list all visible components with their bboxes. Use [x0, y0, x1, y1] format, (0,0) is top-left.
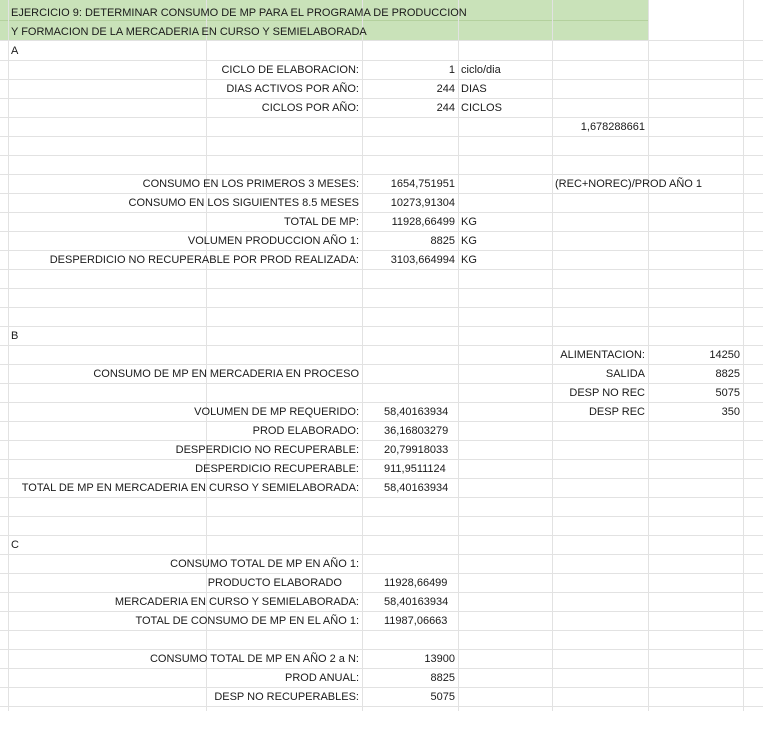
desperdicio-value[interactable]: 3103,664994: [390, 254, 455, 266]
mercaderia-en-curso-label[interactable]: MERCADERIA EN CURSO Y SEMIELABORADA:: [114, 596, 359, 608]
desperdicio-rec-value[interactable]: 911,9511124: [384, 463, 446, 475]
row-gridline: [0, 288, 763, 289]
ciclo-label[interactable]: CICLO DE ELABORACION:: [221, 64, 359, 76]
consumo-3-meses-label[interactable]: CONSUMO EN LOS PRIMEROS 3 MESES:: [142, 178, 359, 190]
consumo-total-ano-2-n-heading[interactable]: CONSUMO TOTAL DE MP EN AÑO 2 a N:: [149, 653, 359, 665]
total-mp-mercaderia-label[interactable]: TOTAL DE MP EN MERCADERIA EN CURSO Y SEMIELABORADA:: [21, 482, 359, 494]
desperdicio-label[interactable]: DESPERDICIO NO RECUPERABLE POR PROD REALIZADA:: [49, 254, 359, 266]
consumo-total-ano-2-n-value[interactable]: 13900: [424, 653, 455, 665]
row-gridline: [0, 516, 763, 517]
salida-label[interactable]: SALIDA: [605, 368, 645, 380]
ciclos-label[interactable]: CICLOS POR AÑO:: [261, 102, 359, 114]
consumo-total-ano-1-heading[interactable]: CONSUMO TOTAL DE MP EN AÑO 1:: [170, 558, 359, 570]
prod-elaborado-label[interactable]: PROD ELABORADO:: [252, 425, 359, 437]
desp-no-recuperables-value[interactable]: 5075: [430, 691, 455, 703]
volumen-mp-requerido-label[interactable]: VOLUMEN DE MP REQUERIDO:: [194, 406, 359, 418]
consumo-3-meses-value[interactable]: 1654,751951: [390, 178, 455, 190]
dias-unit[interactable]: DIAS: [461, 83, 487, 95]
title-line-2[interactable]: Y FORMACION DE LA MERCADERIA EN CURSO Y SEMIELABORADA: [11, 26, 367, 38]
desp-no-rec-label[interactable]: DESP NO REC: [569, 387, 645, 399]
ratio-formula-note[interactable]: (REC+NOREC)/PROD AÑO 1: [555, 178, 702, 190]
dias-label[interactable]: DIAS ACTIVOS POR AÑO:: [226, 83, 359, 95]
volumen-produccion-value[interactable]: 8825: [430, 235, 455, 247]
ciclos-unit[interactable]: CICLOS: [461, 102, 502, 114]
section-b-letter[interactable]: B: [11, 330, 19, 342]
prod-anual-label[interactable]: PROD ANUAL:: [285, 672, 359, 684]
total-mp-label[interactable]: TOTAL DE MP:: [284, 216, 359, 228]
alimentacion-value[interactable]: 14250: [709, 349, 740, 361]
prod-elaborado-value[interactable]: 36,16803279: [384, 425, 449, 437]
total-consumo-ano-1-value[interactable]: 11987,06663: [384, 615, 448, 627]
desperdicio-rec-label[interactable]: DESPERDICIO RECUPERABLE:: [195, 463, 359, 475]
producto-elaborado-value[interactable]: 11928,66499: [384, 577, 448, 589]
desperdicio-no-rec-label[interactable]: DESPERDICIO NO RECUPERABLE:: [175, 444, 359, 456]
total-consumo-ano-1-label[interactable]: TOTAL DE CONSUMO DE MP EN EL AÑO 1:: [135, 615, 359, 627]
section-c-letter[interactable]: C: [11, 539, 19, 551]
consumo-8-5-meses-value[interactable]: 10273,91304: [390, 197, 455, 209]
ratio-value[interactable]: 1,678288661: [580, 121, 645, 133]
row-gridline: [0, 155, 763, 156]
volumen-mp-requerido-value[interactable]: 58,40163934: [384, 406, 449, 418]
title-line-1[interactable]: EJERCICIO 9: DETERMINAR CONSUMO DE MP PARA EL PROGRAMA DE PRODUCCION: [11, 7, 467, 19]
desp-no-recuperables-label[interactable]: DESP NO RECUPERABLES:: [214, 691, 359, 703]
ciclo-value[interactable]: 1: [448, 64, 455, 76]
row-gridline: [0, 535, 763, 536]
desp-no-rec-value[interactable]: 5075: [715, 387, 740, 399]
row-gridline: [0, 326, 763, 327]
section-b-heading[interactable]: CONSUMO DE MP EN MERCADERIA EN PROCESO: [93, 368, 359, 380]
column-gridline: [743, 0, 744, 711]
section-a-letter[interactable]: A: [11, 45, 19, 57]
alimentacion-label[interactable]: ALIMENTACION:: [560, 349, 645, 361]
ciclos-value[interactable]: 244: [436, 102, 455, 114]
desperdicio-no-rec-value[interactable]: 20,79918033: [384, 444, 449, 456]
column-gridline: [458, 0, 459, 711]
producto-elaborado-label[interactable]: PRODUCTO ELABORADO: [207, 577, 342, 589]
total-mp-unit[interactable]: KG: [461, 216, 477, 228]
row-gridline: [0, 307, 763, 308]
prod-anual-value[interactable]: 8825: [430, 672, 455, 684]
row-gridline: [0, 136, 763, 137]
consumo-8-5-meses-label[interactable]: CONSUMO EN LOS SIGUIENTES 8.5 MESES: [128, 197, 359, 209]
desp-rec-label[interactable]: DESP REC: [588, 406, 645, 418]
empty-area: [0, 711, 763, 753]
total-mp-mercaderia-value[interactable]: 58,40163934: [384, 482, 449, 494]
desp-rec-value[interactable]: 350: [721, 406, 740, 418]
volumen-produccion-label[interactable]: VOLUMEN PRODUCCION AÑO 1:: [187, 235, 359, 247]
dias-value[interactable]: 244: [436, 83, 455, 95]
ciclo-unit[interactable]: ciclo/dia: [461, 64, 501, 76]
desperdicio-unit[interactable]: KG: [461, 254, 477, 266]
salida-value[interactable]: 8825: [715, 368, 740, 380]
volumen-produccion-unit[interactable]: KG: [461, 235, 477, 247]
mercaderia-en-curso-value[interactable]: 58,40163934: [384, 596, 449, 608]
total-mp-value[interactable]: 11928,66499: [391, 216, 455, 228]
